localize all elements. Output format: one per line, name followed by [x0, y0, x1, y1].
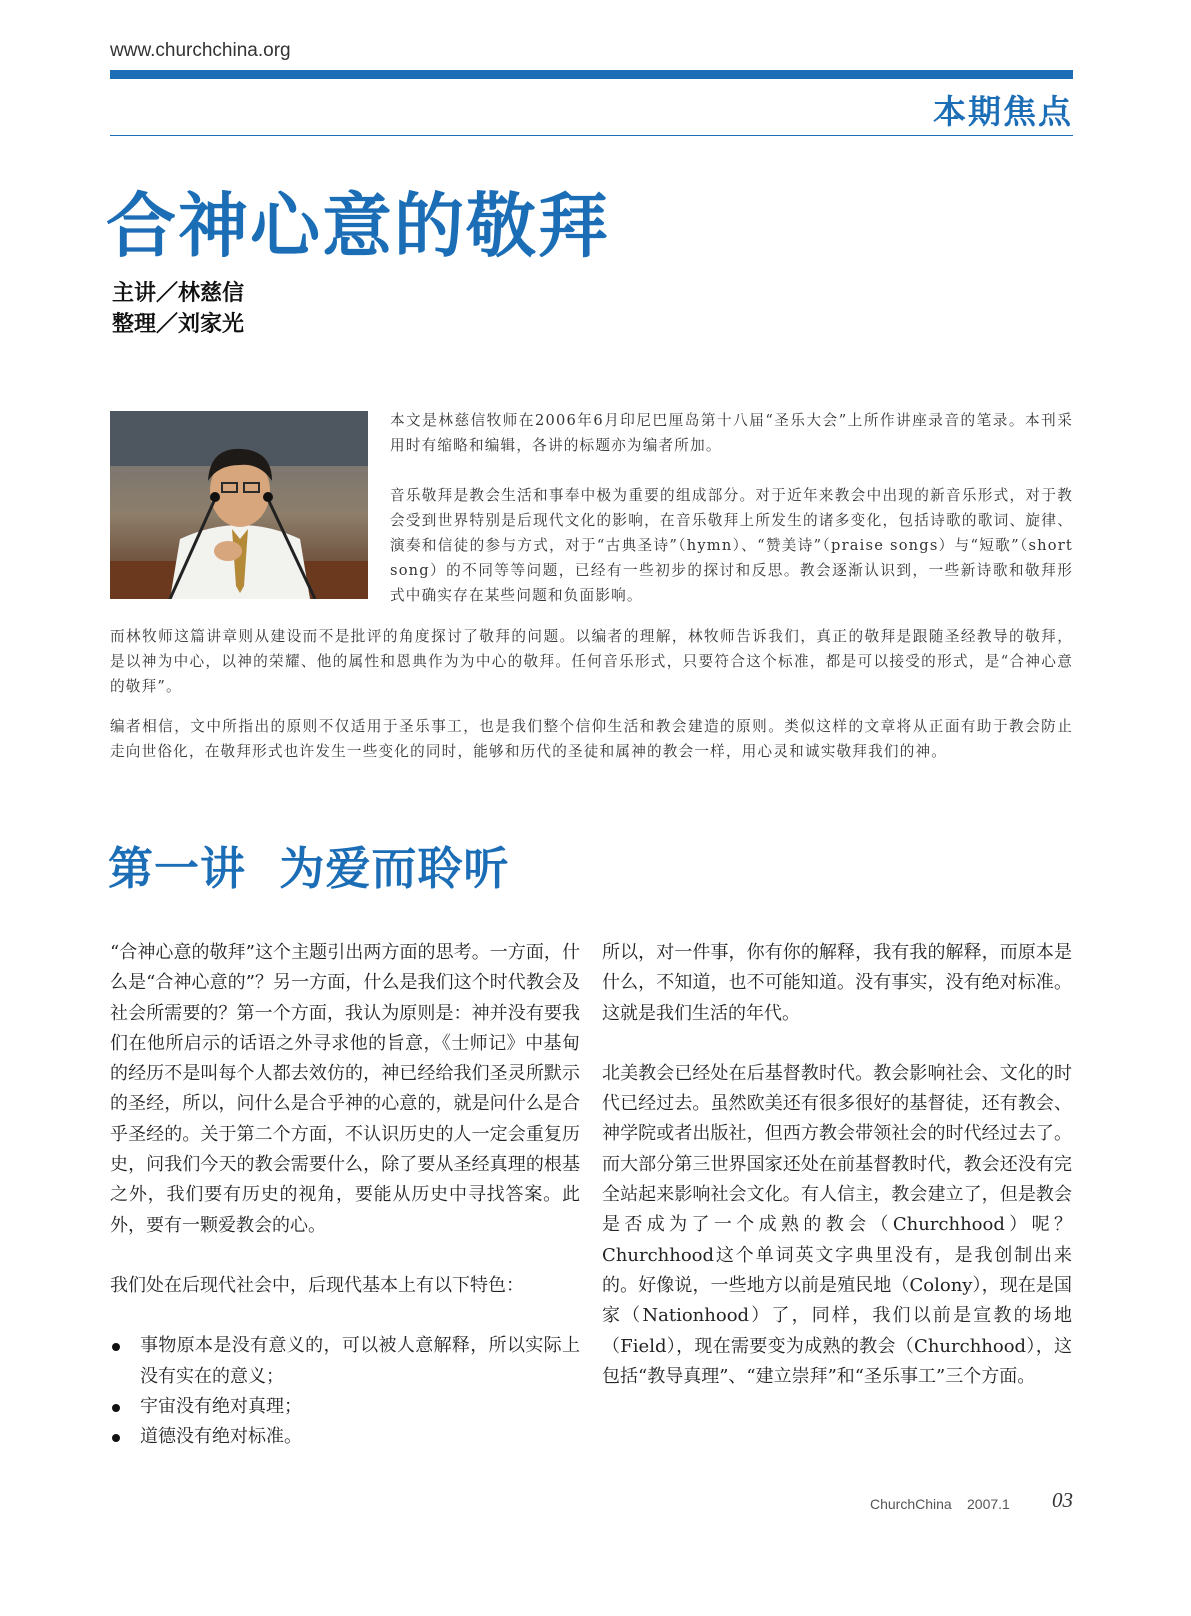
list-item-text: 道德没有绝对标准。 — [140, 1426, 302, 1448]
body-paragraph: 北美教会已经处在后基督教时代。教会影响社会、文化的时代已经过去。虽然欧美还有很多很好的基督徒，还有教会、神学院或者出版社，但西方教会带领社会的时代经过去了。而大部分第三世界国家还处在前基督教时代，教会还没有完全站起来影响社会文化。有人信主，教会建立了，但是教会是否成为了一个成熟的教会（Churchhood）呢？Churchhood这个单词英文字典里没有，是我创制出来的。好像说，一些地方以前是殖民地（Colony），现在是国家（Nationhood）了，同样，我们以前是宣教的场地（Field），现在需要变为成熟的教会（Churchhood），这包括“教导真理”、“建立崇拜”和“圣乐事工”三个方面。 — [602, 1062, 1072, 1387]
list-item — [110, 1331, 580, 1392]
intro-paragraph: 本文是林慈信牧师在2006年6月印尼巴厘岛第十八届“圣乐大会”上所作讲座录音的笔录。本刊采用时有缩略和编辑，各讲的标题亦为编者所加。 — [390, 412, 1073, 454]
article-title: 合神心意的敬拜 — [106, 185, 610, 267]
intro-paragraph: 音乐敬拜是教会生活和事奉中极为重要的组成部分。对于近年来教会中出现的新音乐形式，对于教会受到世界特别是后现代文化的影响，在音乐敬拜上所发生的诸多变化，包括诗歌的歌词、旋律、演奏和信徒的参与方式，对于“古典圣诗”（hymn）、“赞美诗”（praise songs）与“短歌”（short song）的不同等等问题，已经有一些初步的探讨和反思。教会逐渐认识到，一些新诗歌和敬拜形式中确实存在某些问题和负面影响。 — [390, 487, 1073, 604]
body-paragraph: 我们处在后现代社会中，后现代基本上有以下特色： — [110, 1274, 524, 1296]
list-item — [110, 1422, 580, 1452]
list-item-text: 事物原本是没有意义的，可以被人意解释，所以实际上没有实在的意义； — [140, 1335, 580, 1387]
list-item-text: 宇宙没有绝对真理； — [140, 1395, 302, 1417]
page-number: 03 — [1052, 1488, 1073, 1512]
footer-date: 2007.1 — [967, 1496, 1010, 1512]
right-column — [602, 938, 1072, 1422]
intro-text-full — [110, 714, 1073, 764]
section-label: 本期焦点 — [933, 92, 1073, 131]
intro-text-right — [390, 408, 1073, 608]
bullet-icon — [112, 1404, 120, 1412]
feature-list — [110, 1331, 580, 1452]
footer-magazine: ChurchChina — [870, 1496, 952, 1512]
bullet-icon — [112, 1343, 120, 1351]
bullet-icon — [112, 1434, 120, 1442]
editor-credit: 整理／刘家光 — [112, 312, 245, 337]
list-item — [110, 1392, 580, 1422]
website-url: www.churchchina.org — [110, 40, 291, 61]
speaker-photo — [110, 411, 368, 599]
header-bar — [110, 70, 1073, 79]
intro-text-full — [110, 624, 1073, 699]
header-rule — [110, 135, 1073, 136]
lecture-title: 第一讲 为爱而聆听 — [108, 842, 510, 895]
intro-paragraph: 而林牧师这篇讲章则从建设而不是批评的角度探讨了敬拜的问题。以编者的理解，林牧师告诉我们，真正的敬拜是跟随圣经教导的敬拜，是以神为中心，以神的荣耀、他的属性和恩典作为为中心的敬拜。任何音乐形式，只要符合这个标准，都是可以接受的形式，是“合神心意的敬拜”。 — [110, 628, 1073, 695]
intro-paragraph: 编者相信，文中所指出的原则不仅适用于圣乐事工，也是我们整个信仰生活和教会建造的原则。类似这样的文章将从正面有助于教会防止走向世俗化，在敬拜形式也许发生一些变化的同时，能够和历代的圣徒和属神的教会一样，用心灵和诚实敬拜我们的神。 — [110, 718, 1073, 760]
body-paragraph: “合神心意的敬拜”这个主题引出两方面的思考。一方面，什么是“合神心意的”？另一方面，什么是我们这个时代教会及社会所需要的？第一个方面，我认为原则是：神并没有要我们在他所启示的话语之外寻求他的旨意，《士师记》中基甸的经历不是叫每个人都去效仿的，神已经给我们圣灵所默示的圣经，所以，问什么是合乎神的心意的，就是问什么是合乎圣经的。关于第二个方面，不认识历史的人一定会重复历史，问我们今天的教会需要什么，除了要从圣经真理的根基之外，我们要有历史的视角，要能从历史中寻找答案。此外，要有一颗爱教会的心。 — [110, 942, 580, 1236]
left-column — [110, 938, 580, 1452]
body-paragraph: 所以，对一件事，你有你的解释，我有我的解释，而原本是什么，不知道，也不可能知道。没有事实，没有绝对标准。这就是我们生活的年代。 — [602, 942, 1072, 1024]
speaker-credit: 主讲／林慈信 — [112, 281, 245, 306]
